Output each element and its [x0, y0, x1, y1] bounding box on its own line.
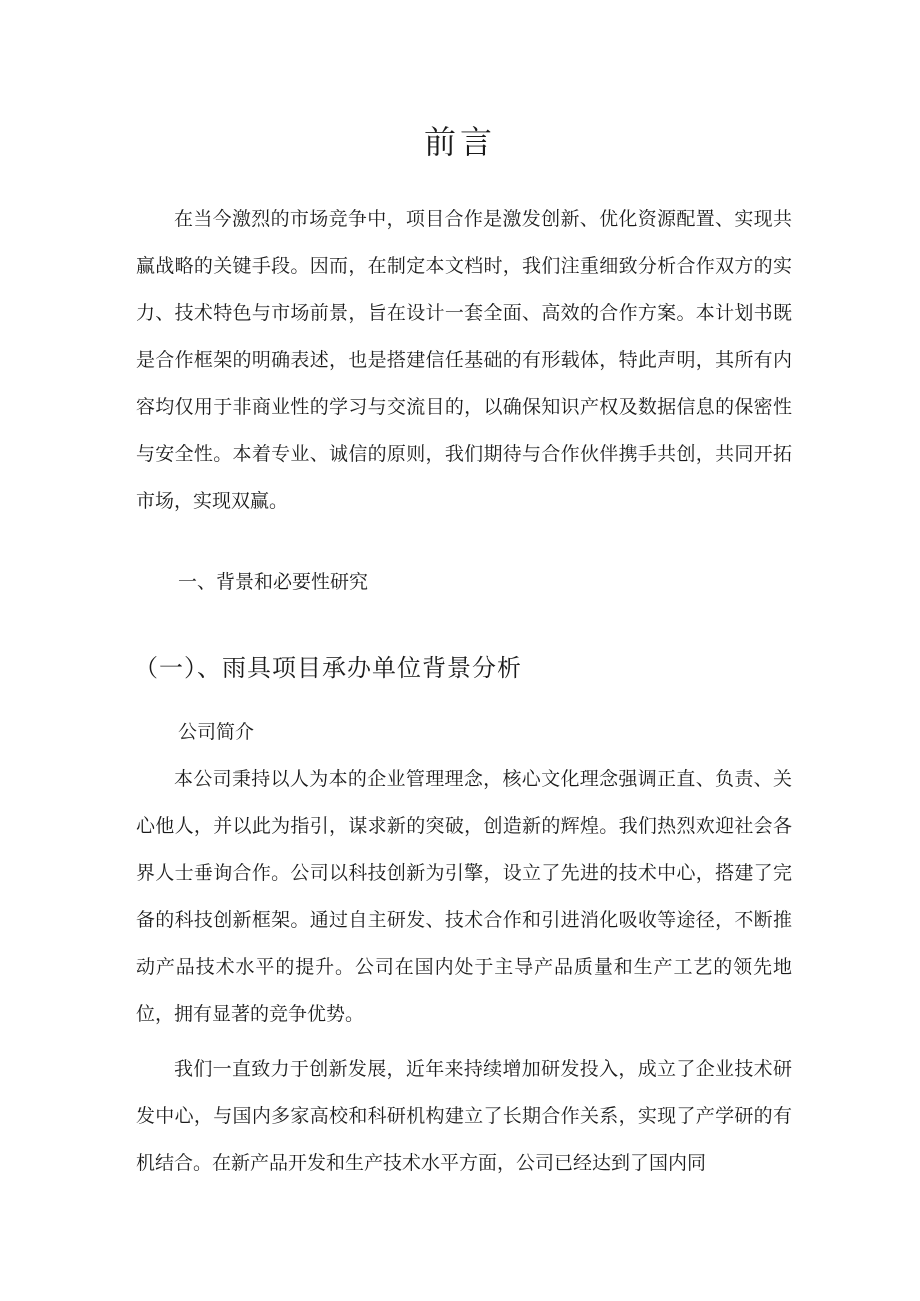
preface-paragraph: 在当今激烈的市场竞争中，项目合作是激发创新、优化资源配置、实现共赢战略的关键手段。因而，在制定本文档时，我们注重细致分析合作双方的实力、技术特色与市场前景，旨在设计一套全面、高效的合作方案。本计划书既是合作框架的明确表述，也是搭建信任基础的有形载体，特此声明，其所有内容均仅用于非商业性的学习与交流目的，以确保知识产权及数据信息的保密性与安全性。本着专业、诚信的原则，我们期待与合作伙伴携手共创，共同开拓市场，实现双赢。 [136, 208, 792, 512]
company-paragraph-2: 我们一直致力于创新发展，近年来持续增加研发投入，成立了企业技术研发中心，与国内多家高校和科研机构建立了长期合作关系，实现了产学研的有机结合。在新产品开发和生产技术水平方面，公司已经达到了国内同 [136, 1058, 792, 1174]
section-heading: 一、背景和必要性研究 [178, 571, 369, 593]
company-paragraph-1: 本公司秉持以人为本的企业管理理念，核心文化理念强调正直、负责、关心他人，并以此为指引，谋求新的突破，创造新的辉煌。我们热烈欢迎社会各界人士垂询合作。公司以科技创新为引擎，设立了先进的技术中心，搭建了完备的科技创新框架。通过自主研发、技术合作和引进消化吸收等途径，不断推动产品技术水平的提升。公司在国内处于主导产品质量和生产工艺的领先地位，拥有显著的竞争优势。 [136, 768, 792, 1025]
page-title: 前言 [423, 123, 496, 161]
subsection-heading: （一）、雨具项目承办单位背景分析 [134, 654, 522, 682]
subsubsection-heading: 公司简介 [178, 721, 255, 743]
